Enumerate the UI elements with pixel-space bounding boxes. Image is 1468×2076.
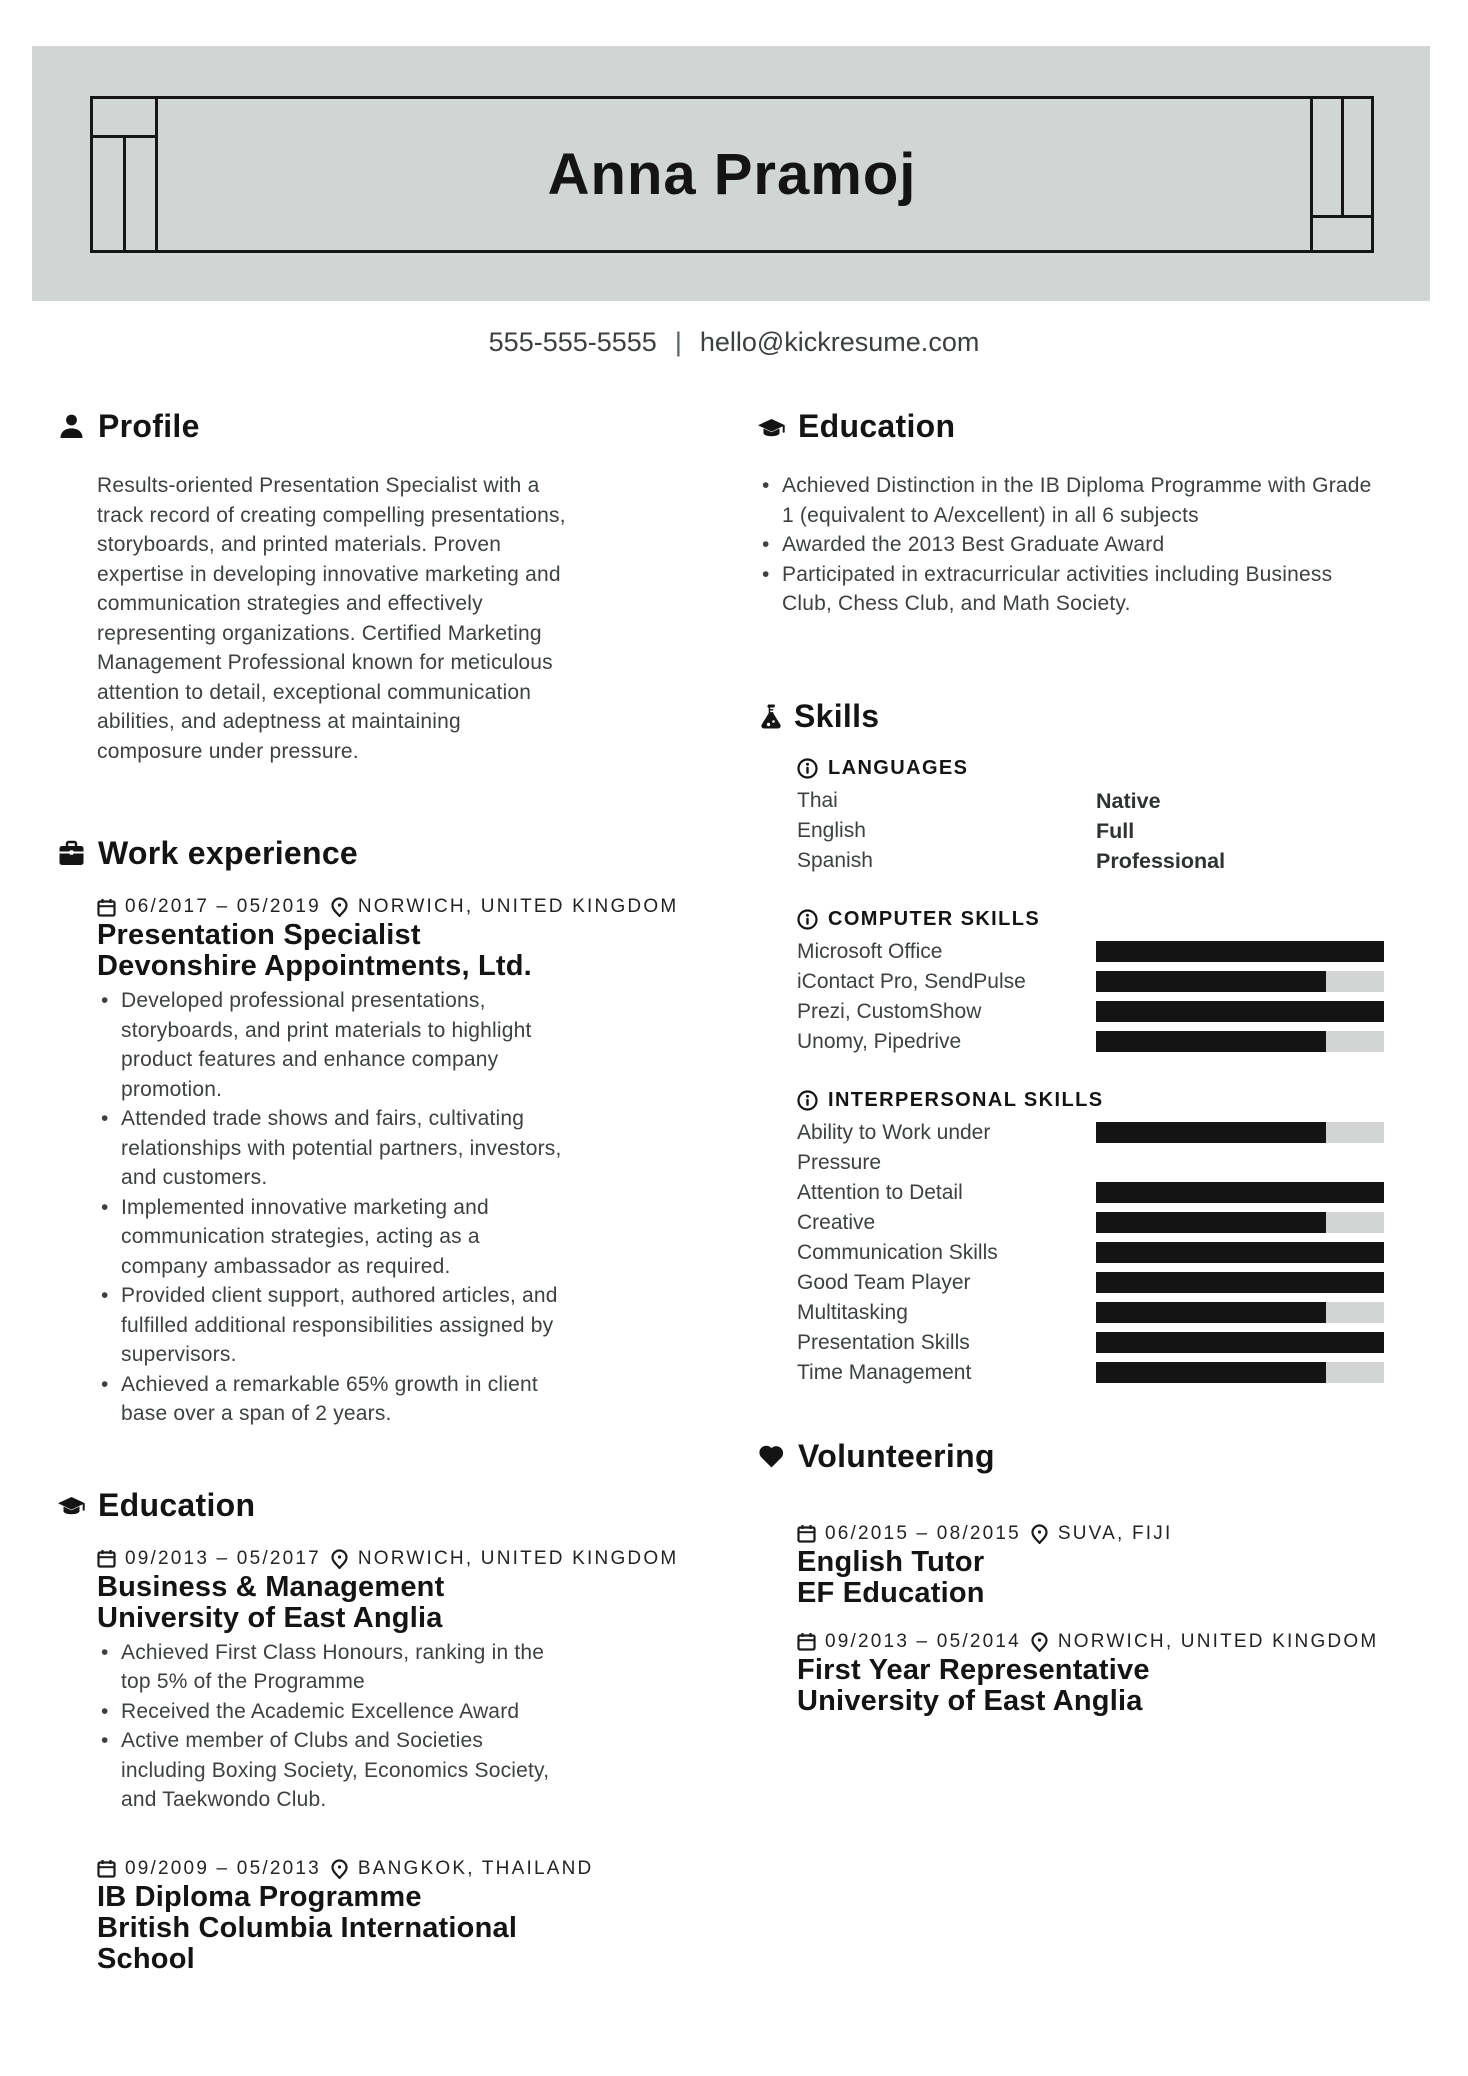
email-address[interactable]: hello@kickresume.com — [699, 327, 980, 357]
info-icon — [797, 909, 818, 930]
skill-bar-fill — [1096, 1242, 1384, 1263]
entry-organization: University of East Anglia — [797, 1684, 1143, 1717]
education-section-header — [58, 1487, 570, 1524]
entry-dates: 09/2013 – 05/2014 — [825, 1630, 1021, 1652]
skill-bar-fill — [1096, 1332, 1384, 1353]
skill-bar-fill — [1096, 941, 1384, 962]
skill-name: Multitasking — [797, 1300, 908, 1324]
bullet-item: • Attended trade shows and fairs, cultivating relationships with potential partners, investors, and customers. — [97, 1104, 570, 1193]
skills-group-label: LANGUAGES — [828, 756, 969, 779]
skill-bar-row — [797, 937, 1384, 967]
skill-name: Good Team Player — [797, 1270, 971, 1294]
skill-bar-track — [1096, 1362, 1384, 1383]
graduation-cap-icon — [758, 416, 785, 438]
skill-bar-row — [797, 1178, 1384, 1208]
entry-degree: IB Diploma Programme — [97, 1880, 422, 1913]
education-entry — [97, 1857, 594, 1975]
skill-bar-track — [1096, 1212, 1384, 1233]
entry-meta — [97, 1547, 679, 1570]
skill-bar-row — [797, 1238, 1384, 1268]
bullet-item: • Achieved a remarkable 65% growth in client base over a span of 2 years. — [97, 1370, 570, 1429]
skills-group-interpersonal — [797, 1089, 1384, 1388]
entry-meta — [797, 1631, 1384, 1653]
entry-school: University of East Anglia — [97, 1601, 443, 1634]
header-band — [32, 46, 1430, 301]
skill-bar-fill — [1096, 1212, 1326, 1233]
skill-name: Communication Skills — [797, 1240, 998, 1264]
entry-school: British Columbia International School — [97, 1911, 518, 1975]
language-name: Spanish — [797, 848, 873, 872]
calendar-icon — [797, 1632, 816, 1651]
skill-bar-track — [1096, 971, 1384, 992]
skill-bar-track — [1096, 1332, 1384, 1353]
entry-role: English Tutor — [797, 1545, 985, 1578]
skills-section-header — [758, 698, 1384, 735]
location-pin-icon — [1030, 1632, 1049, 1652]
calendar-icon — [97, 1859, 116, 1878]
entry-degree: Business & Management — [97, 1570, 445, 1603]
bullet-item: • Implemented innovative marketing and communication strategies, acting as a company ambassador as required. — [97, 1193, 570, 1282]
profile-section-header — [58, 408, 570, 445]
skill-bar-track — [1096, 941, 1384, 962]
skill-name: Unomy, Pipedrive — [797, 1029, 962, 1053]
language-row — [797, 846, 1384, 876]
skill-bar-track — [1096, 1182, 1384, 1203]
calendar-icon — [97, 1549, 116, 1568]
skill-name: Presentation Skills — [797, 1330, 970, 1354]
skill-bar-track — [1096, 1302, 1384, 1323]
skill-bar-row — [797, 1328, 1384, 1358]
info-icon — [797, 758, 818, 779]
contact-line — [0, 327, 1468, 358]
bullet-item: • Provided client support, authored articles, and fulfilled additional responsibilities assigned by supervisors. — [97, 1281, 570, 1370]
education-bullets — [758, 471, 1384, 619]
skill-name: Creative — [797, 1210, 876, 1234]
skill-bar-row — [797, 1118, 1384, 1178]
entry-dates: 09/2013 – 05/2017 — [125, 1547, 321, 1569]
entry-organization: Devonshire Appointments, Ltd. — [97, 950, 532, 982]
entry-location: NORWICH, UNITED KINGDOM — [357, 896, 679, 917]
work-entry — [97, 896, 679, 1429]
bullet-item: • Developed professional presentations, storyboards, and print materials to highlight product features and enhance company promotion. — [97, 986, 570, 1104]
info-icon — [797, 1090, 818, 1111]
frame-ornament — [1310, 99, 1313, 250]
skill-bar-row — [797, 1358, 1384, 1388]
bullet-item: • Received the Academic Excellence Award — [97, 1697, 570, 1727]
location-pin-icon — [330, 897, 349, 917]
language-name: Thai — [797, 788, 838, 812]
section-title: Profile — [98, 408, 200, 444]
contact-separator: | — [674, 327, 682, 357]
skills-group-header — [797, 757, 1384, 780]
language-row — [797, 816, 1384, 846]
location-pin-icon — [330, 1549, 349, 1569]
frame-ornament — [1310, 215, 1371, 218]
entry-bullets — [97, 1638, 570, 1815]
skill-bar-row — [797, 997, 1384, 1027]
volunteering-entry — [797, 1631, 1384, 1717]
person-icon — [58, 413, 85, 440]
bullet-item: • Achieved Distinction in the IB Diploma Programme with Grade 1 (equivalent to A/excellent) in all 6 subjects — [758, 471, 1384, 530]
bullet-item: • Active member of Clubs and Societies including Boxing Society, Economics Society, and Taekwondo Club. — [97, 1726, 570, 1815]
language-level: Professional — [1096, 848, 1226, 873]
frame-ornament — [155, 99, 158, 250]
skill-bar-row — [797, 1298, 1384, 1328]
entry-dates: 06/2015 – 08/2015 — [825, 1522, 1021, 1544]
language-row — [797, 786, 1384, 816]
briefcase-icon — [58, 840, 85, 867]
entry-location: BANGKOK, THAILAND — [357, 1857, 594, 1879]
skill-bar-fill — [1096, 971, 1326, 992]
bullet-item: • Awarded the 2013 Best Graduate Award — [758, 530, 1384, 560]
skill-name: Attention to Detail — [797, 1180, 963, 1204]
flask-icon — [758, 703, 781, 730]
location-pin-icon — [330, 1859, 349, 1879]
skill-bar-track — [1096, 1001, 1384, 1022]
entry-location: NORWICH, UNITED KINGDOM — [357, 1547, 679, 1569]
section-title: Volunteering — [798, 1437, 995, 1474]
entry-role: Presentation Specialist — [97, 919, 421, 951]
skill-name: iContact Pro, SendPulse — [797, 969, 1026, 993]
work-section-header — [58, 835, 570, 872]
frame-ornament — [123, 135, 126, 250]
education-entry — [97, 1547, 679, 1815]
entry-organization: EF Education — [797, 1576, 985, 1609]
section-title: Work experience — [98, 835, 359, 871]
skill-bar-row — [797, 1027, 1384, 1057]
skill-bar-fill — [1096, 1031, 1326, 1052]
calendar-icon — [797, 1524, 816, 1543]
skill-bar-fill — [1096, 1122, 1326, 1143]
skills-group-label: COMPUTER SKILLS — [828, 907, 1041, 930]
bullet-item: • Participated in extracurricular activities including Business Club, Chess Club, and Math Society. — [758, 560, 1384, 619]
skill-bar-row — [797, 1208, 1384, 1238]
skills-group-header — [797, 1089, 1384, 1112]
entry-location: NORWICH, UNITED KINGDOM — [1057, 1630, 1379, 1652]
graduation-cap-icon — [58, 1494, 85, 1516]
skill-name: Microsoft Office — [797, 939, 943, 963]
entry-location: SUVA, FIJI — [1057, 1522, 1173, 1544]
frame-ornament — [1341, 99, 1344, 215]
location-pin-icon — [1030, 1524, 1049, 1544]
left-column — [58, 392, 679, 1975]
volunteering-section-header — [758, 1438, 1384, 1475]
entry-meta — [97, 896, 679, 918]
language-level: Native — [1096, 788, 1161, 813]
phone-number: 555-555-5555 — [488, 327, 657, 357]
skill-name: Time Management — [797, 1360, 972, 1384]
entry-dates: 09/2009 – 05/2013 — [125, 1857, 321, 1879]
skill-name: Ability to Work under Pressure — [797, 1120, 991, 1174]
skills-group-label: INTERPERSONAL SKILLS — [828, 1088, 1104, 1111]
skills-group-languages — [797, 757, 1384, 876]
entry-meta — [797, 1523, 1384, 1545]
calendar-icon — [97, 898, 116, 917]
bullet-item: • Achieved First Class Honours, ranking in the top 5% of the Programme — [97, 1638, 570, 1697]
education-section-header — [758, 408, 1384, 445]
section-title: Education — [98, 1486, 256, 1523]
skill-bar-row — [797, 967, 1384, 997]
skill-bar-track — [1096, 1031, 1384, 1052]
entry-role: First Year Representative — [797, 1653, 1150, 1686]
right-column — [758, 392, 1384, 1717]
candidate-name: Anna Pramoj — [547, 142, 917, 207]
skill-bar-fill — [1096, 1001, 1384, 1022]
skill-name: Prezi, CustomShow — [797, 999, 982, 1023]
section-title: Education — [798, 408, 956, 444]
heart-icon — [758, 1443, 785, 1469]
entry-bullets — [97, 986, 570, 1429]
skill-bar-track — [1096, 1272, 1384, 1293]
language-level: Full — [1096, 818, 1135, 843]
skill-bar-fill — [1096, 1302, 1326, 1323]
skill-bar-fill — [1096, 1272, 1384, 1293]
skill-bar-fill — [1096, 1362, 1326, 1383]
skills-group-header — [797, 908, 1384, 931]
volunteering-entry — [797, 1523, 1384, 1609]
skill-bar-track — [1096, 1122, 1384, 1143]
section-title: Skills — [794, 697, 880, 734]
entry-meta — [97, 1857, 594, 1880]
skill-bar-row — [797, 1268, 1384, 1298]
skill-bar-fill — [1096, 1182, 1384, 1203]
skills-group-computer — [797, 908, 1384, 1057]
profile-text: Results-oriented Presentation Specialist with a track record of creating compelling presentations, storyboards, and printed materials. Proven expertise in developing innovative marketing and communication strategies and effectively representing organizations. Certified Marketing Management Professional known for meticulous attention to detail, exceptional communication abilities, and adeptness at maintaining composure under pressure. — [97, 474, 566, 763]
entry-dates: 06/2017 – 05/2019 — [125, 896, 321, 917]
language-name: English — [797, 818, 866, 842]
skill-bar-track — [1096, 1242, 1384, 1263]
name-frame — [90, 96, 1374, 253]
